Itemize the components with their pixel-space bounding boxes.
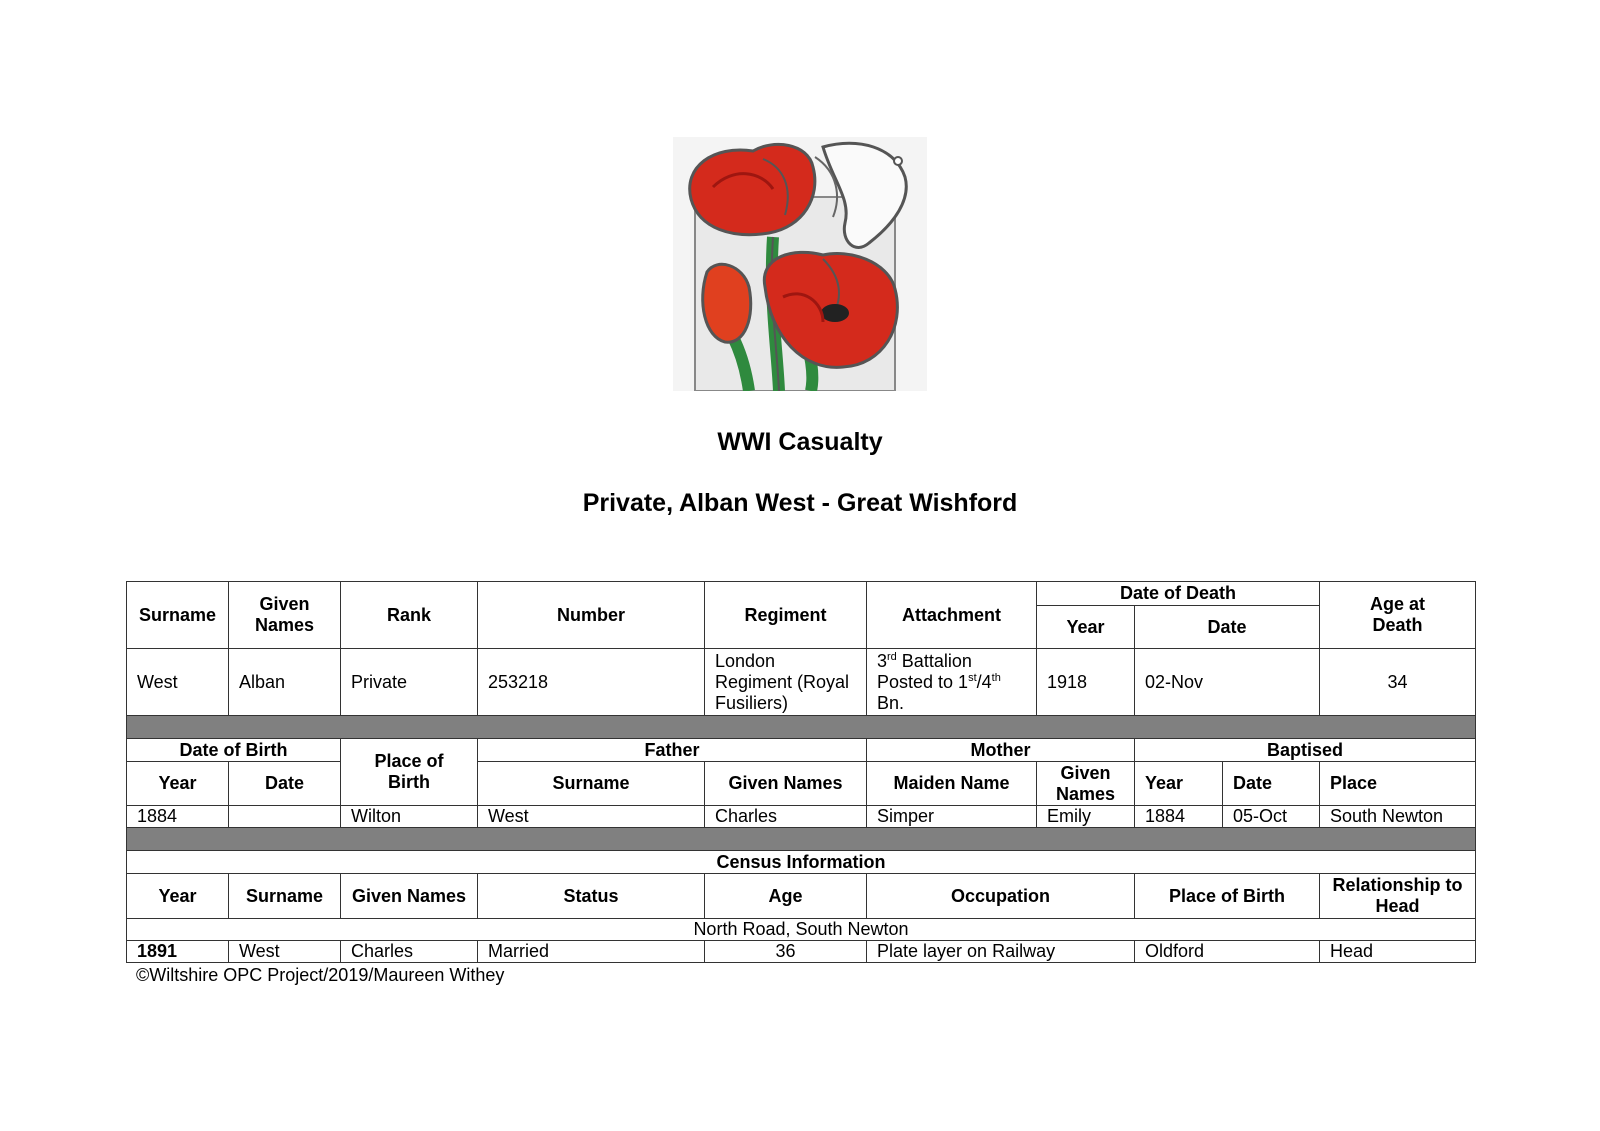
header-rank: Rank — [341, 582, 478, 649]
attachment-line3: Bn. — [877, 692, 905, 713]
header-given-names: Given Names — [229, 582, 341, 649]
census-address: North Road, South Newton — [127, 919, 1476, 941]
cell-rank: Private — [341, 649, 478, 716]
header-census-occupation: Occupation — [867, 874, 1135, 919]
header-baptised-date: Date — [1223, 762, 1320, 806]
header-regiment: Regiment — [705, 582, 867, 649]
header-census-year: Year — [127, 874, 229, 919]
header-attachment: Attachment — [867, 582, 1037, 649]
family-row — [127, 806, 1476, 828]
page-title: WWI Casualty — [717, 428, 883, 456]
header-age-at-death: Age at Death — [1320, 582, 1476, 649]
header-baptised-year: Year — [1135, 762, 1223, 806]
header-father: Father — [478, 739, 867, 762]
cell-given-names: Alban — [229, 649, 341, 716]
header-birth-year: Year — [127, 762, 229, 806]
cell-census-surname: West — [229, 941, 341, 963]
header-census-given-names: Given Names — [341, 874, 478, 919]
cell-census-relationship: Head — [1320, 941, 1476, 963]
census-heading: Census Information — [127, 851, 1476, 874]
attachment-line1: 3rd Battalion — [877, 650, 972, 671]
cell-place-of-birth: Wilton — [341, 806, 478, 828]
cell-baptised-place: South Newton — [1320, 806, 1476, 828]
service-record-table — [126, 581, 1476, 963]
header-father-surname: Surname — [478, 762, 705, 806]
header-mother-given-names: Given Names — [1037, 762, 1135, 806]
cell-death-date: 02-Nov — [1135, 649, 1320, 716]
header-baptised-place: Place — [1320, 762, 1476, 806]
attachment-line2: Posted to 1st/4th — [877, 671, 1001, 692]
cell-father-surname: West — [478, 806, 705, 828]
page-subtitle: Private, Alban West - Great Wishford — [582, 489, 1018, 517]
cell-surname: West — [127, 649, 229, 716]
cell-birth-date — [229, 806, 341, 828]
casualty-row — [127, 649, 1476, 716]
section-divider — [127, 716, 1476, 739]
header-place-of-birth: Place of Birth — [341, 739, 478, 806]
header-number: Number — [478, 582, 705, 649]
header-census-age: Age — [705, 874, 867, 919]
cell-baptised-date: 05-Oct — [1223, 806, 1320, 828]
header-mother: Mother — [867, 739, 1135, 762]
copyright-footer: ©Wiltshire OPC Project/2019/Maureen Withey — [136, 965, 505, 985]
header-father-given-names: Given Names — [705, 762, 867, 806]
cell-mother-given-names: Emily — [1037, 806, 1135, 828]
cell-regiment: London Regiment (Royal Fusiliers) — [705, 649, 867, 716]
cell-census-given-names: Charles — [341, 941, 478, 963]
census-row — [127, 941, 1476, 963]
section-divider — [127, 828, 1476, 851]
cell-baptised-year: 1884 — [1135, 806, 1223, 828]
cell-father-given-names: Charles — [705, 806, 867, 828]
cell-age: 34 — [1320, 649, 1476, 716]
cell-birth-year: 1884 — [127, 806, 229, 828]
header-death-date: Date — [1135, 606, 1320, 649]
cell-death-year: 1918 — [1037, 649, 1135, 716]
header-census-place-of-birth: Place of Birth — [1135, 874, 1320, 919]
header-death-year: Year — [1037, 606, 1135, 649]
cell-census-place-of-birth: Oldford — [1135, 941, 1320, 963]
cell-census-occupation: Plate layer on Railway — [867, 941, 1135, 963]
header-surname: Surname — [127, 582, 229, 649]
header-census-surname: Surname — [229, 874, 341, 919]
header-mother-maiden-name: Maiden Name — [867, 762, 1037, 806]
header-baptised: Baptised — [1135, 739, 1476, 762]
cell-census-age: 36 — [705, 941, 867, 963]
cell-attachment — [867, 649, 1037, 716]
poppy-stained-glass-image — [673, 137, 927, 391]
header-birth-date: Date — [229, 762, 341, 806]
cell-mother-maiden-name: Simper — [867, 806, 1037, 828]
header-date-of-birth: Date of Birth — [127, 739, 341, 762]
cell-census-year: 1891 — [127, 941, 229, 963]
header-date-of-death: Date of Death — [1037, 582, 1320, 606]
cell-census-status: Married — [478, 941, 705, 963]
header-census-relationship: Relationship to Head — [1320, 874, 1476, 919]
header-census-status: Status — [478, 874, 705, 919]
cell-number: 253218 — [478, 649, 705, 716]
